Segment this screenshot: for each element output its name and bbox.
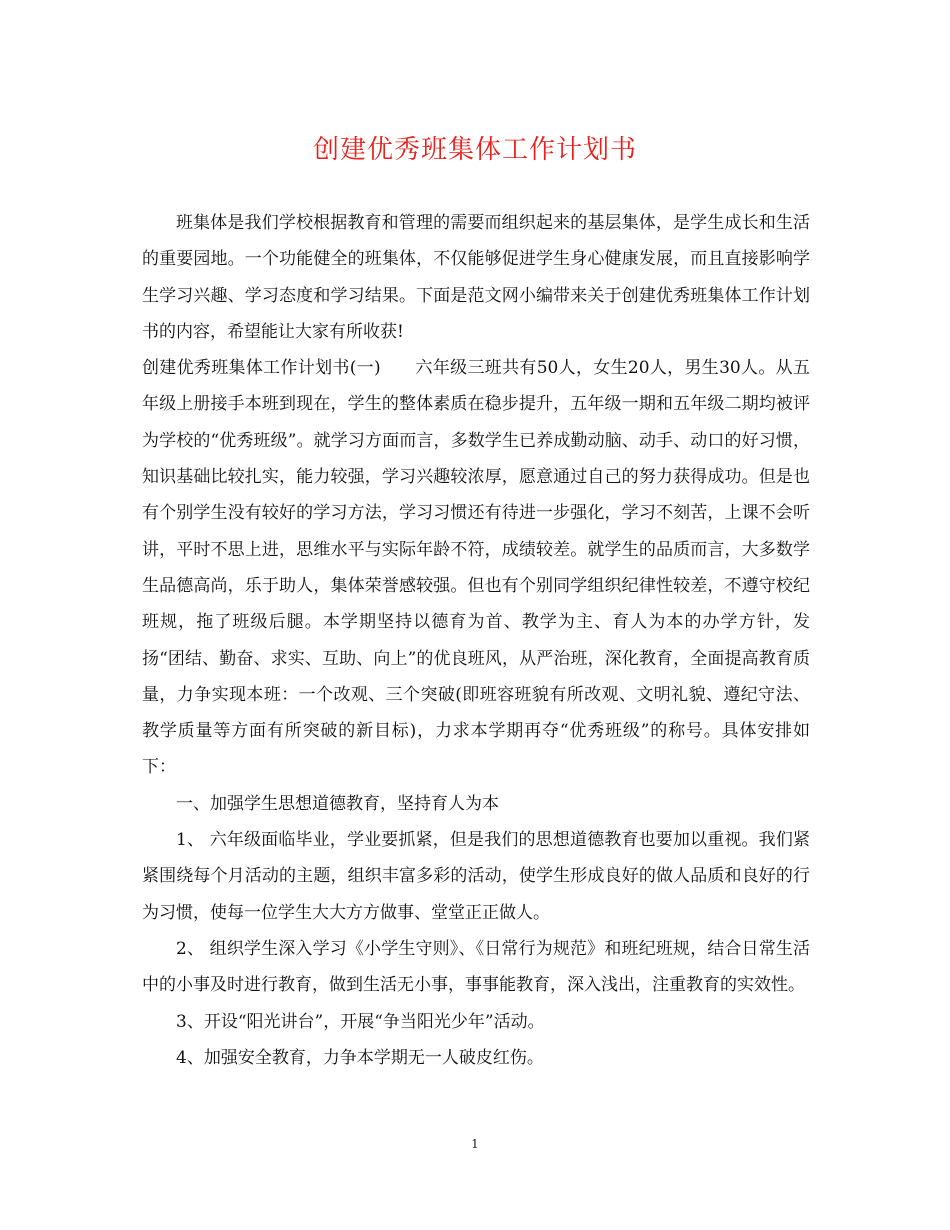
document-body [142, 205, 810, 1076]
page-number: 1 [471, 1137, 479, 1151]
paragraph-plan-one: 创建优秀班集体工作计划书(一) 六年级三班共有50人，女生20人，男生30人。从五年级上册接手本班到现在，学生的整体素质在稳步提升，五年级一期和五年级二期均被评为学校的“优秀班级”。就学习方面而言，多数学生已养成勤动脑、动手、动口的好习惯，知识基础比较扎实，能力较强，学习兴趣较浓厚，愿意通过自己的努力获得成功。但是也有个别学生没有较好的学习方法，学习习惯还有待进一步强化，学习不刻苦，上课不会听讲，平时不思上进，思维水平与实际年龄不符，成绩较差。就学生的品质而言，大多数学生品德高尚，乐于助人，集体荣誉感较强。但也有个别同学组织纪律性较差，不遵守校纪班规，拖了班级后腿。本学期坚持以德育为首、教学为主、育人为本的办学方针，发扬“团结、勤奋、求实、互助、向上”的优良班风，从严治班，深化教育，全面提高教育质量，力争实现本班：一个改观、三个突破(即班容班貌有所改观、文明礼貌、遵纪守法、教学质量等方面有所突破的新目标)，力求本学期再夺“优秀班级”的称号。具体安排如下： [142, 358, 810, 778]
paragraph-intro: 班集体是我们学校根据教育和管理的需要而组织起来的基层集体，是学生成长和生活的重要园地。一个功能健全的班集体，不仅能够促进学生身心健康发展，而且直接影响学生学习兴趣、学习态度和学习结果。下面是范文网小编带来关于创建优秀班集体工作计划书的内容，希望能让大家有所收获! [142, 213, 810, 342]
section-heading-moral-education: 一、加强学生思想道德教育，坚持育人为本 [176, 793, 499, 814]
document-title: 创建优秀班集体工作计划书 [312, 135, 637, 165]
list-item-safety-education: 4、加强安全教育，力争本学期无一人破皮红伤。 [176, 1047, 544, 1068]
list-item-sunshine-platform: 3、开设“阳光讲台”，开展“争当阳光少年”活动。 [176, 1011, 545, 1032]
list-item-graduation: 1、 六年级面临毕业，学业要抓紧，但是我们的思想道德教育也要加以重视。我们紧紧围绕每个月活动的主题，组织丰富多彩的活动，使学生形成良好的做人品质和良好的行为习惯，使每一位学生大大方方做事、堂堂正正做人。 [142, 830, 810, 923]
list-item-rules-study: 2、 组织学生深入学习《小学生守则》、《日常行为规范》和班纪班规，结合日常生活中的小事及时进行教育，做到生活无小事，事事能教育，深入浅出，注重教育的实效性。 [142, 938, 810, 996]
